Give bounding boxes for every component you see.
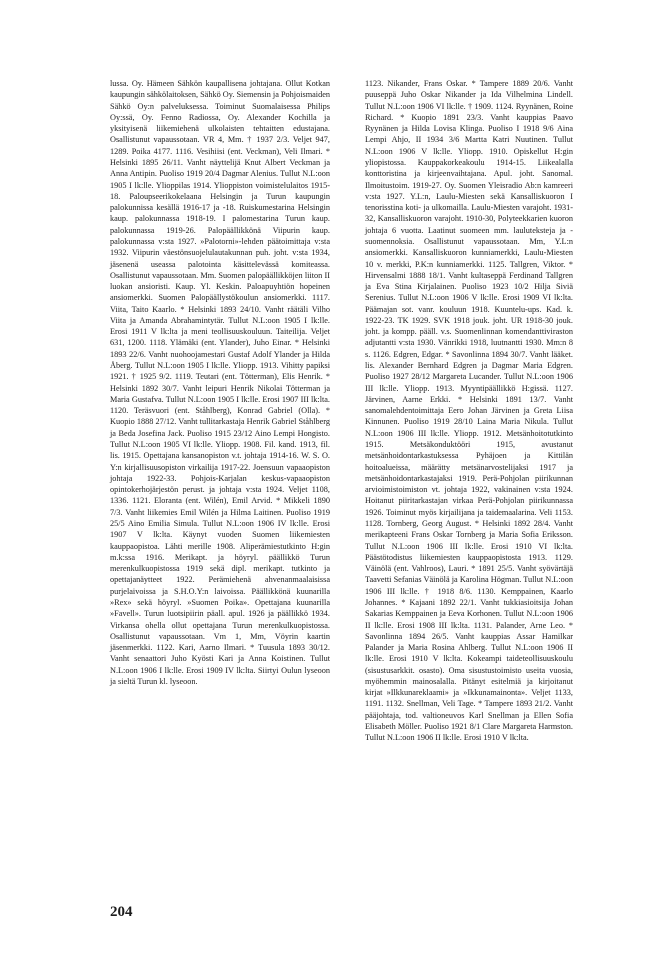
page-number: 204 xyxy=(110,904,133,920)
right-column xyxy=(365,78,573,744)
left-column xyxy=(110,78,330,687)
right-column-text: 1123. Nikander, Frans Oskar. * Tampere 1889 20/6. Vanht puuseppä Juho Oskar Nikander ja Ida Vilhelmina Lindell. Tullut N.L:oon 1906 VI lk:lle. † 1909. 1124. Ryynänen, Roine Richard. * Kuopio 1891 23/3. Vanht kauppias Paavo Ryynänen ja Hilda Lovisa Klinga. Puoliso I 1918 9/6 Aina Lempi Ahjo, II 1934 3/6 Martta Katri Nuutinen. Tullut N.L:oon 1906 V lk:lle. Yliopp. 1910. Opiskellut H:gin yliopistossa. Kauppakorkeakoulu 1914-15. Liikealalla konttoristina ja kirjeenvaihtajana. Apul. joht. Sanomal. Ilmoitustoim. 1919-27. Oy. Suomen Yleisradio Ab:n kamreeri v:sta 1927. Y.L:n, Laulu-Miesten sekä Kansalliskuoron I tenorisstina koti- ja ulkomailla. Laulu-Miesten varajoht. 1931-32, Kansalliskuoron varajoht. 1910-30, Polyteekkarien kuoron johtaja 6 vuotta. Laatinut suomeen mm. lauluteksteja ja -suomennoksia. Osallistunut vapaussotaan. Mm, Y.L:n ansiomerkki. Kansalliskuoron kunniamerkki, Laulu-Miesten 10 v. merkki, P.K:n kunniamerkki. 1125. Tallgren, Viktor. * Hirvensalmi 1888 18/1. Vanht kultaseppä Ferdinand Tallgren ja Eva Stina Kirjalainen. Puoliso 1923 10/2 Hilja Siviä Serenius. Tullut N.L:oon 1906 V lk:lle. Erosi 1909 VI lk:lta. Päämajan sot. vanr. kouluun 1918. Kuuntelu-ups. Kad. k. 1922-23. TK 1929. SVK 1918 jouk. joht. UR 1918-30 jouk. joht. ja kompp. pääll. v.s. Suomenlinnan komendanttiviraston adjutantti v:sta 1930. Vänrikki 1918, luutnantti 1930. Mm:n 8 s. 1126. Edgren, Edgar. * Savonlinna 1894 30/7. Vanht lääket. lis. Alexander Bernhard Edgren ja Dagmar Maria Edgren. Puoliso 1927 28/12 Margareta Lucander. Tullut N.L:oon 1906 III lk:lle. Yliopp. 1913. Myyntipäällikkö H:gissä. 1127. Järvinen, Aarne Erkki. * Helsinki 1891 13/7. Vanht sanomalehdentoimittaja Eero Johan Järvinen ja Greta Liisa Kinnunen. Puoliso 1919 28/10 Laina Maria Nikula. Tullut N.L:oon 1906 III lk:lle. Yliopp. 1912. Metsänhoitotutkinto 1915. Metsäkonduktööri 1915, avustanut metsänhoidontarkastuksessa Pyhäjoen ja Kittilän hoitoalueissa, määrätty metsänarvostelijaksi 1917 ja metsänhoidontarkastajaksi 1919. Perä-Pohjolan piirikunnan arvioimistoimiston vt. johtaja 1922, vakinainen v:sta 1924. Hoitanut piiritarkastajan virkaa Perä-Pohjolan piirikunnassa 1926. Toiminut myös kirjailijana ja taidemaalarina. Veli 1153. 1128. Tornberg, Georg August. * Helsinki 1892 28/4. Vanht merikapteeni Frans Oskar Tornberg ja Maria Sofia Eriksson. Tullut N.L:oon 1906 III lk:lle. Erosi 1910 VI lk:lta. Päästötodistus liikemiesten kauppaopistosta 1913. 1129. Väinölä (ent. Vahlroos), Lauri. * 1891 25/5. Vanht syövärtäjä Taavetti Sefanias Väinölä ja Karolina Högman. Tullut N.L:oon 1906 III lk:lle. † 1918 8/6. 1130. Kemppainen, Kaarlo Johannes. * Kajaani 1892 22/1. Vanht tukkiasioitsija Johan Sakarias Kemppainen ja Eeva Korhonen. Tullut N.L:oon 1906 II lk:lle. Erosi 1908 III lk:lta. 1131. Palander, Arne Leo. * Savonlinna 1894 26/5. Vanht kauppias Assar Hamilkar Palander ja Maria Rosina Ahlberg. Tullut N.L:oon 1906 II lk:lle. Erosi 1910 V lk:lta. Kokeampi taideteollisuuskoulu (sisustusarkkit. osasto). Oma sisustustoimisto useita vuosia, myöhemmin mainosalalla. Pitänyt esitelmiä ja kirjoitanut kirjat »Ilkkunareklaami» ja »Ikkunamainonta». Veljet 1133, 1191. 1132. Snellman, Veli Tage. * Tampere 1893 21/2. Vanht pääjohtaja, tod. valtioneuvos Karl Snellman ja Ellen Sofia Elisabeth Möller. Puoliso 1921 8/1 Clare Margareta Harmston. Tullut N.L:oon 1906 II lk:lle. Erosi 1910 V lk:lta. xyxy=(365,79,573,743)
left-column-text: lussa. Oy. Hämeen Sähkön kaupallisena johtajana. Ollut Kotkan kaupungin sähkölaitoksen, Sähkö Oy. Siemensin ja Pohjoismaiden Sähkö Oy:n palveluksessa. Toiminut Suomalaisessa Philips Oy:ssä, Oy. Fenno Radiossa, Oy. Alexander Kochilla ja yksityisenä liikemiehenä ulkolaisten tehtaitten edustajana. Osallistunut vapaussotaan. VR 4, Mm. † 1937 2/3. Veljet 947, 1289. Poika 4177. 1116. Vesihiisi (ent. Veckman), Veli Ilmari. * Helsinki 1895 26/11. Vanht näyttelijä Knut Albert Veckman ja Anna Antipin. Puoliso 1919 20/4 Dagmar Alenius. Tullut N.L:oon 1905 I lk:lle. Ylioppilas 1914. Ylioppiston voimistelulaitos 1915-18. Paloupseerikokelaana Helsingin ja Turun kaupungin palokunnissa kesällä 1916-17 ja -18. Ruiskumestarina Helsingin kaup. palokunnassa 1918-19. I palomestarina Turun kaup. palokunnassa 1919-26. Palopäällikkönä Viipurin kaup. palokunnassa v:sta 1927. »Palotorni»-lehden päätoimittaja v:sta 1932. Viipurin väestönsuojelulautakunnan puh. joht. v:sta 1934, jäsenenä useassa palotointa käsittelevässä komiteassa. Osallistunut vapaussotaan. Mm. Suomen palopäällikköjen liiton II luokan ansioristi. Kaup. Yl. Keskin. Paloapuyhtiön hopeinen ansiomerkki. Suomen Palopäällystökoulun ansiomerkki. 1117. Viita, Taito Kaarlo. * Helsinki 1893 24/10. Vanht räätäli Vilho Viita ja Amanda Abrahamintytär. Tullut N.L:oon 1905 I lk:lle. Erosi 1911 V lk:lta ja meni teollisuuskouluun. Taiteilija. Veljet 631, 1200. 1118. Ylämäki (ent. Ylander), Juho Einar. * Helsinki 1893 22/6. Vanht nuohoojamestari Gustaf Adolf Ylander ja Hilda Åberg. Tullut N.L:oon 1905 I lk:lle. Yliopp. 1913. Vihitty papiksi 1921. † 1925 9/2. 1119. Teutari (ent. Tötterman), Elis Henrik. * Helsinki 1892 30/7. Vanht leipuri Henrik Nikolai Tötterman ja Maria Gustafva. Tullut N.L:oon 1905 I lk:lle. Erosi 1907 III lk:lta. 1120. Teräsvuori (ent. Ståhlberg), Konrad Gabriel (Olla). * Kuopio 1888 27/12. Vanht tullitarkastaja Henrik Gabriel Ståhlberg ja Beda Josefina Jack. Puoliso 1915 23/12 Aino Lempi Hongisto. Tullut N.L:oon 1905 VI lk:lle. Yliopp. 1908. Fil. kand. 1913, fil. lis. 1915. Opettajana kansanopiston v.t. johtaja 1914-16. W. S. O. Y:n kirjallisuusopiston virkailija 1917-22. Joensuun vapaaopiston johtaja 1922-33. Pohjois-Karjalan keskus-vapaaopiston opintokerhojärjestön perust. ja johtaja v:sta 1924. Veljet 1108, 1336. 1121. Eloranta (ent. Wilén), Emil Arvid. * Mikkeli 1890 7/3. Vanht liikemies Emil Wilén ja Hilma Laitinen. Puoliso 1919 25/5 Aino Emilia Simula. Tullut N.L:oon 1906 IV lk:lle. Erosi 1907 V lk:lta. Käynyt vuoden Suomen liikemiesten kauppaopistoa. Lähti merille 1908. Aliperämiestutkinto H:gin m.k:ssa 1916. Merikapt. ja höyryl. päällikkö Turun merenkulkuopistossa 1919 sekä dipl. merikapt. tutkinto ja opettajanäytteet 1922. Perämiehenä ahvenanmaalaisissa purjelaivoissa ja S.H.O.Y:n laivoissa. Päällikkönä kuunarilla »Rex» sekä höyryl. »Suomen Poika». Opettajana kuunarilla »Favell». Turun luotsipiirin päall. apul. 1926 ja päällikkö 1934. Virkansa ohella ollut opettajana Turun merenkulkuopistossa. Osallistunut vapaussotaan. Vm 1, Mm, Vöyrin kaartin jäsenmerkki. 1122. Kari, Aarno Ilmari. * Tuusula 1893 30/12. Vanht senaattori Juho Kyösti Kari ja Anna Koistinen. Tullut N.L:oon 1906 I lk:lle. Erosi 1909 IV lk:lta. Siirtyi Oulun lyseoon ja sieltä Turun kl. lyseoon. xyxy=(110,79,330,686)
